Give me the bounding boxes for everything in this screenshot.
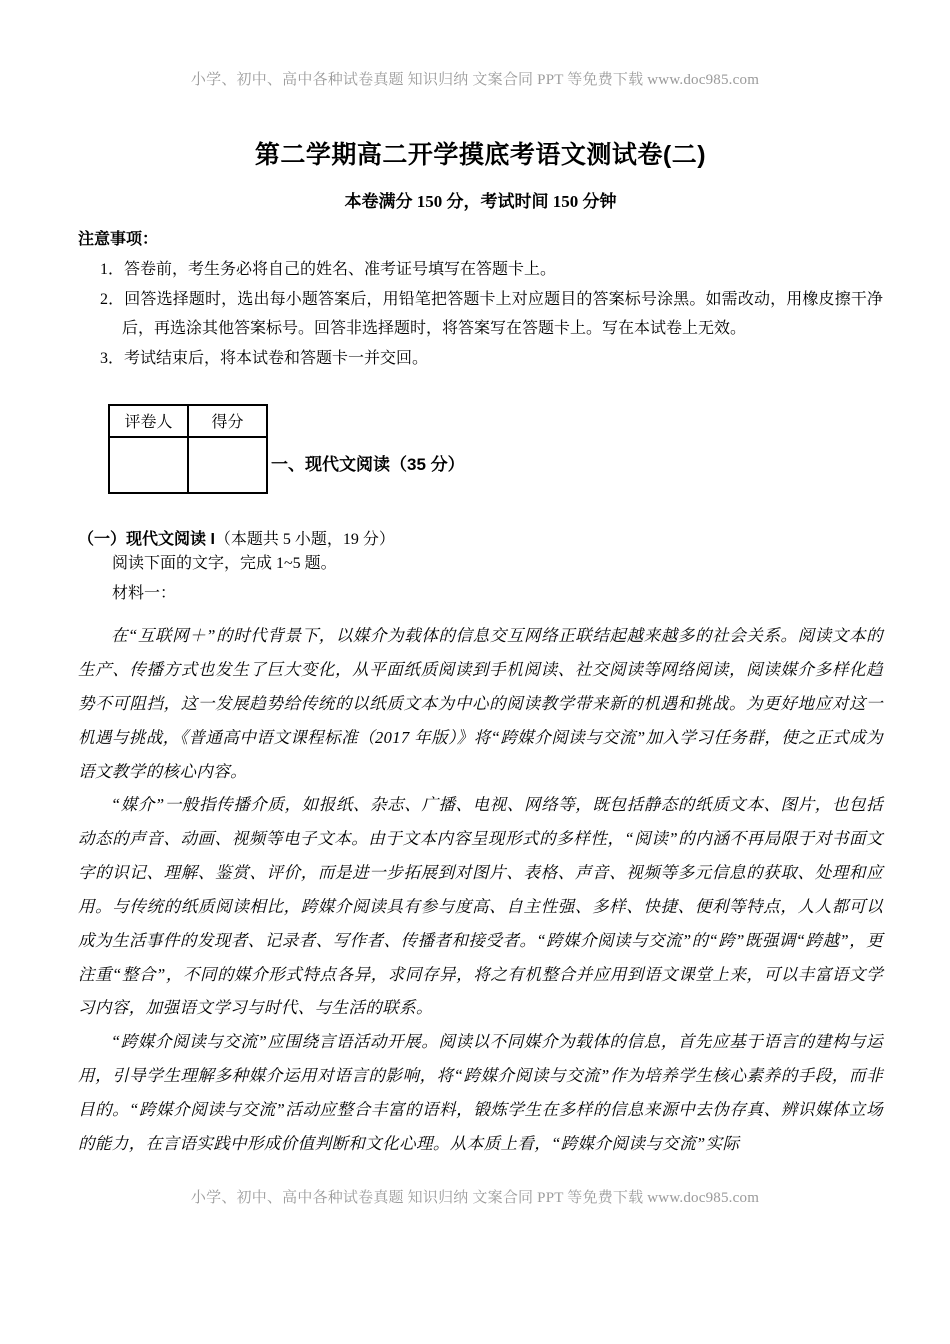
reading-passage xyxy=(78,619,883,1160)
table-row xyxy=(109,405,267,437)
score-table-header-score: 得分 xyxy=(188,405,267,437)
notice-item: 2．回答选择题时，选出每小题答案后，用铅笔把答题卡上对应题目的答案标号涂黑。如需改动，用橡皮擦干净后，再选涂其他答案标号。回答非选择题时，将答案写在答题卡上。写在本试卷上无效。 xyxy=(100,290,883,338)
document-content xyxy=(78,140,883,1160)
table-row xyxy=(109,437,267,493)
notice-item: 3．考试结束后，将本试卷和答题卡一并交回。 xyxy=(100,350,429,368)
exam-subtitle: 本卷满分 150 分，考试时间 150 分钟 xyxy=(344,192,617,212)
question-group-title-bold: （一）现代文阅读 I xyxy=(78,530,215,548)
question-group-title-meta: （本题共 5 小题，19 分） xyxy=(214,530,395,548)
watermark-header: 小学、初中、高中各种试卷真题 知识归纳 文案合同 PPT 等免费下载 www.doc985.com xyxy=(190,72,760,88)
question-instruction: 阅读下面的文字，完成 1~5 题。 xyxy=(112,554,337,572)
score-table-header-grader: 评卷人 xyxy=(109,405,188,437)
passage-paragraph: 在“互联网＋”的时代背景下，以媒介为载体的信息交互网络正联结起越来越多的社会关系。阅读文本的生产、传播方式也发生了巨大变化，从平面纸质阅读到手机阅读、社交阅读等网络阅读，阅读媒介多样化趋势不可阻挡，这一发展趋势给传统的以纸质文本为中心的阅读教学带来新的机遇和挑战。为更好地应对这一机遇与挑战，《普通高中语文课程标准（2017 年版）》将“跨媒介阅读与交流”加入学习任务群，使之正式成为语文教学的核心内容。 xyxy=(78,626,883,781)
passage-paragraph: “跨媒介阅读与交流”应围绕言语活动开展。阅读以不同媒介为载体的信息，首先应基于语言的建构与运用，引导学生理解多种媒介运用对语言的影响，将“跨媒介阅读与交流”作为培养学生核心素养的手段，而非目的。“跨媒介阅读与交流”活动应整合丰富的语料，锻炼学生在多样的信息来源中去伪存真、辨识媒体立场的能力，在言语实践中形成价值判断和文化心理。从本质上看，“跨媒介阅读与交流”实际 xyxy=(78,1032,883,1153)
score-table-cell-grader[interactable] xyxy=(109,437,188,493)
section-header-block xyxy=(78,404,883,496)
score-table xyxy=(108,404,268,494)
score-table-cell-score[interactable] xyxy=(188,437,267,493)
section-heading: 一、现代文阅读（35 分） xyxy=(271,454,465,474)
material-label: 材料一： xyxy=(112,585,177,603)
notice-item: 1．答卷前，考生务必将自己的姓名、准考证号填写在答题卡上。 xyxy=(100,261,557,279)
watermark-footer: 小学、初中、高中各种试卷真题 知识归纳 文案合同 PPT 等免费下载 www.doc985.com xyxy=(190,1190,760,1206)
passage-paragraph: “媒介”一般指传播介质，如报纸、杂志、广播、电视、网络等，既包括静态的纸质文本、图片，也包括动态的声音、动画、视频等电子文本。由于文本内容呈现形式的多样性，“阅读”的内涵不再局限于对书面文字的识记、理解、鉴赏、评价，而是进一步拓展到对图片、表格、声音、视频等多元信息的获取、处理和应用。与传统的纸质阅读相比，跨媒介阅读具有参与度高、自主性强、多样、快捷、便利等特点，人人都可以成为生活事件的发现者、记录者、写作者、传播者和接受者。“跨媒介阅读与交流”的“跨”既强调“跨越”，更注重“整合”，不同的媒介形式特点各异，求同存异，将之有机整合并应用到语文课堂上来，可以丰富语文学习内容，加强语文学习与时代、与生活的联系。 xyxy=(78,795,883,1018)
notice-list xyxy=(78,255,883,373)
page-title: 第二学期高二开学摸底考语文测试卷(二) xyxy=(254,141,707,169)
notice-title: 注意事项： xyxy=(78,231,159,249)
question-group-title xyxy=(78,526,883,549)
